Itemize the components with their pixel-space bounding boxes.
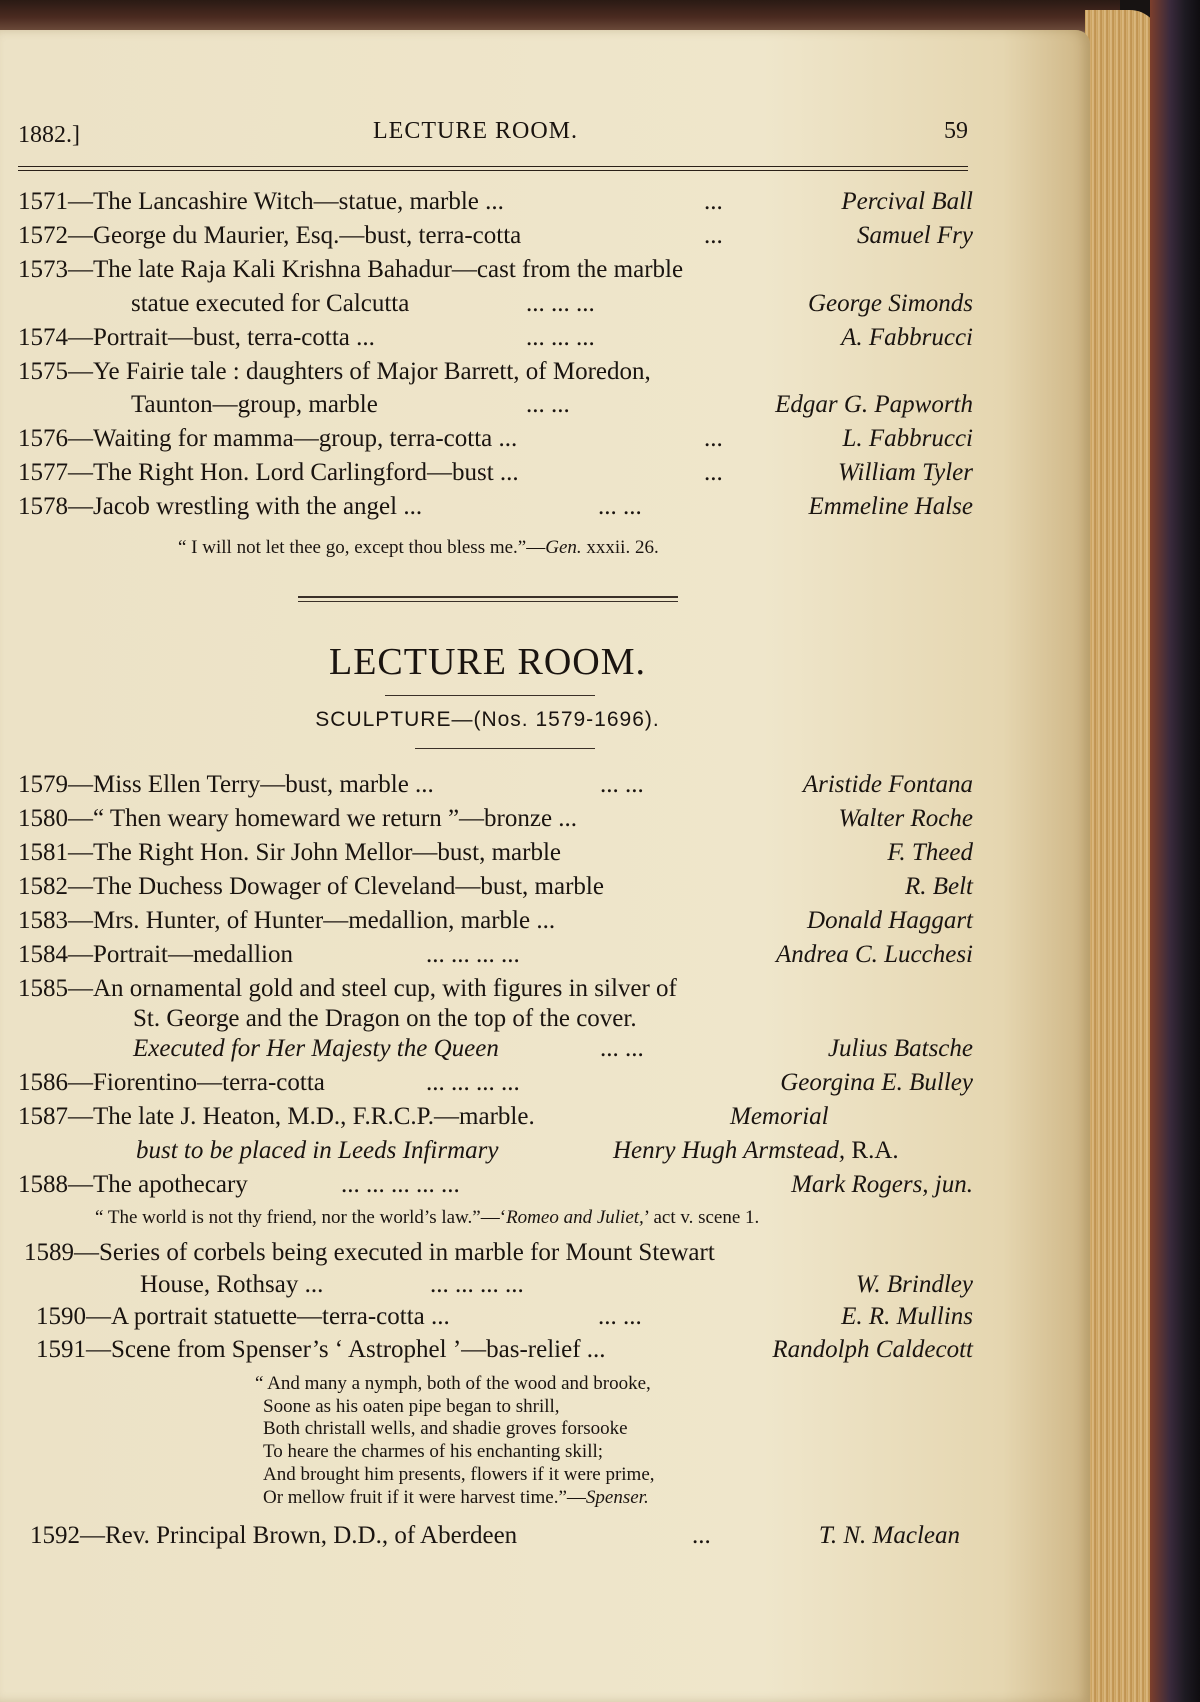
- entry-artist: Walter Roche: [838, 805, 973, 832]
- catalogue-entry: [18, 358, 973, 390]
- entry-italic-tail: Memorial: [730, 1103, 829, 1130]
- catalogue-entry: [18, 493, 973, 525]
- entry-continuation: Taunton—group, marble: [131, 391, 378, 418]
- catalogue-entry-continuation: [18, 290, 973, 322]
- running-head-year: 1882.]: [18, 122, 80, 148]
- entry-dots: ... ...: [598, 1303, 642, 1330]
- catalogue-entry: [18, 1336, 973, 1368]
- entry-artist: Julius Batsche: [827, 1035, 973, 1062]
- entry-artist: R. Belt: [904, 873, 973, 900]
- catalogue-entry: [18, 1103, 973, 1135]
- entry-dots: ... ... ... ... ...: [341, 1171, 460, 1198]
- quote-source: Romeo and Juliet,: [506, 1207, 644, 1228]
- marbled-cover: [1150, 0, 1200, 1702]
- entry-text: 1574—Portrait—bust, terra-cotta ...: [18, 324, 375, 351]
- poem-line: And brought him presents, flowers if it were prime,: [263, 1463, 655, 1485]
- entry-text: 1572—George du Maurier, Esq.—bust, terra-cotta: [18, 222, 522, 249]
- entry-dots: ... ... ... ...: [426, 941, 520, 968]
- quote-text: “ I will not let thee go, except thou bless me.”—: [178, 537, 546, 558]
- header-double-rule: [18, 166, 968, 171]
- quote-text: “ The world is not thy friend, nor the world’s law.”—‘: [95, 1207, 507, 1228]
- entry-artist: Samuel Fry: [857, 222, 973, 249]
- catalogue-entry: [18, 941, 973, 973]
- catalogue-entry: [18, 771, 973, 803]
- quote-ref: ’ act v. scene 1.: [643, 1207, 760, 1228]
- poem-line: Soone as his oaten pipe began to shrill,: [263, 1395, 560, 1417]
- poem-line: To heare the charmes of his enchanting skill;: [263, 1441, 604, 1463]
- page-fore-edge: [1085, 10, 1160, 1702]
- catalogue-entry: [18, 425, 973, 457]
- entry-artist: T. N. Maclean: [818, 1522, 960, 1549]
- poem-source: Spenser.: [585, 1486, 649, 1508]
- poem-line: “ And many a nymph, both of the wood and brooke,: [255, 1373, 651, 1394]
- entry-text: 1587—The late J. Heaton, M.D., F.R.C.P.—marble.: [18, 1103, 535, 1130]
- catalogue-entry-continuation: [18, 1137, 973, 1169]
- entry-text: 1582—The Duchess Dowager of Cleveland—bust, marble: [18, 873, 604, 900]
- catalogue-entry: [18, 805, 973, 837]
- catalogue-entry: [30, 1522, 960, 1554]
- entry-text: 1589—Series of corbels being executed in marble for Mount Stewart: [24, 1239, 715, 1266]
- entry-artist: Georgina E. Bulley: [780, 1069, 973, 1096]
- entry-artist: Emmeline Halse: [808, 493, 973, 520]
- entry-continuation: St. George and the Dragon on the top of the cover.: [133, 1005, 637, 1032]
- entry-text: 1571—The Lancashire Witch—statue, marble ...: [18, 188, 504, 215]
- quote-source: Gen.: [545, 537, 582, 558]
- entry-artist: Mark Rogers, jun.: [791, 1171, 973, 1198]
- entry-dots: ... ... ... ...: [430, 1271, 524, 1298]
- entry-artist: Percival Ball: [841, 188, 973, 215]
- entry-text: 1592—Rev. Principal Brown, D.D., of Aberdeen: [30, 1522, 518, 1549]
- entry-text: 1588—The apothecary: [18, 1171, 248, 1198]
- catalogue-entry: [18, 1239, 973, 1271]
- entry-text: 1583—Mrs. Hunter, of Hunter—medallion, marble ...: [18, 907, 556, 934]
- entry-quotation: [178, 537, 659, 559]
- entry-text: 1580—“ Then weary homeward we return ”—bronze ...: [18, 805, 578, 832]
- entry-artist: Donald Haggart: [807, 907, 973, 934]
- entry-continuation: House, Rothsay ...: [140, 1271, 324, 1298]
- entry-text: 1575—Ye Fairie tale : daughters of Major Barrett, of Moredon,: [18, 358, 651, 385]
- entry-continuation: statue executed for Calcutta: [131, 290, 410, 317]
- subtitle-rule: [415, 748, 595, 749]
- entry-artist: A. Fabbrucci: [841, 324, 973, 351]
- entry-dots: ... ...: [600, 1035, 644, 1062]
- entry-text: 1586—Fiorentino—terra-cotta: [18, 1069, 325, 1096]
- entry-dots: ...: [704, 188, 723, 215]
- quote-ref: xxxii. 26.: [581, 537, 659, 558]
- running-head-title: LECTURE ROOM.: [373, 118, 578, 144]
- catalogue-entry: [18, 324, 973, 356]
- catalogue-entry: [18, 1171, 973, 1203]
- running-head: [18, 118, 968, 158]
- entry-text: 1577—The Right Hon. Lord Carlingford—bust ...: [18, 459, 519, 486]
- catalogue-entry: [18, 907, 973, 939]
- entry-text: 1584—Portrait—medallion: [18, 941, 293, 968]
- section-title: LECTURE ROOM.: [329, 641, 646, 683]
- entry-text: 1590—A portrait statuette—terra-cotta ...: [36, 1303, 450, 1330]
- entry-dots: ... ...: [600, 771, 644, 798]
- section-divider: [298, 601, 678, 602]
- entry-dots: ... ... ... ...: [426, 1069, 520, 1096]
- entry-artist: E. R. Mullins: [841, 1303, 973, 1330]
- catalogue-entry: [18, 222, 973, 254]
- entry-dots: ... ...: [598, 493, 642, 520]
- entry-dots: ... ...: [526, 391, 570, 418]
- section-subtitle: SCULPTURE—(Nos. 1579-1696).: [315, 708, 660, 731]
- entry-continuation: bust to be placed in Leeds Infirmary: [136, 1137, 499, 1164]
- entry-text: 1579—Miss Ellen Terry—bust, marble ...: [18, 771, 434, 798]
- catalogue-entry: [18, 873, 973, 905]
- entry-text: 1578—Jacob wrestling with the angel ...: [18, 493, 423, 520]
- poem-line: Or mellow fruit if it were harvest time.”—: [263, 1486, 586, 1508]
- entry-artist: Andrea C. Lucchesi: [776, 941, 973, 968]
- catalogue-entry: [18, 459, 973, 491]
- poem-quotation: [255, 1373, 655, 1509]
- entry-artist: Edgar G. Papworth: [775, 391, 973, 418]
- entry-artist: William Tyler: [838, 459, 973, 486]
- catalogue-entry: [18, 839, 973, 871]
- entry-text: 1581—The Right Hon. Sir John Mellor—bust, marble: [18, 839, 562, 866]
- catalogue-entry: [18, 188, 973, 220]
- entry-artist-suffix: R.A.: [845, 1137, 899, 1164]
- entry-dots: ...: [704, 222, 723, 249]
- entry-dots: ... ... ...: [526, 324, 595, 351]
- entry-artist: Randolph Caldecott: [772, 1336, 973, 1363]
- entry-text: 1591—Scene from Spenser’s ‘ Astrophel ’—bas-relief ...: [36, 1336, 606, 1363]
- entry-text: 1573—The late Raja Kali Krishna Bahadur—cast from the marble: [18, 256, 684, 283]
- entry-text: 1585—An ornamental gold and steel cup, with figures in silver of: [18, 975, 677, 1002]
- entry-dots: ... ... ...: [526, 290, 595, 317]
- title-rule: [385, 695, 595, 696]
- entry-artist: F. Theed: [887, 839, 973, 866]
- entry-artist: Aristide Fontana: [802, 771, 973, 798]
- section-divider: [298, 596, 678, 598]
- entry-text: 1576—Waiting for mamma—group, terra-cotta ...: [18, 425, 518, 452]
- poem-line: Both christall wells, and shadie groves forsooke: [263, 1418, 628, 1440]
- entry-quotation: [95, 1207, 759, 1229]
- catalogue-entry-continuation: [18, 391, 973, 423]
- catalogue-entry-continuation: [18, 1271, 973, 1303]
- entry-continuation: Executed for Her Majesty the Queen: [133, 1035, 499, 1062]
- page-number: 59: [944, 118, 968, 144]
- catalogue-entry-continuation: [18, 1035, 973, 1067]
- entry-artist: W. Brindley: [855, 1271, 973, 1298]
- entry-dots: ...: [704, 459, 723, 486]
- entry-artist: L. Fabbrucci: [842, 425, 973, 452]
- catalogue-entry: [18, 256, 973, 288]
- entry-dots: ...: [704, 425, 723, 452]
- entry-dots: ...: [692, 1522, 711, 1549]
- catalogue-entry: [18, 1069, 973, 1101]
- catalogue-entry: [18, 975, 973, 1007]
- catalogue-entry: [18, 1303, 973, 1335]
- entry-artist: Henry Hugh Armstead,: [613, 1137, 846, 1164]
- entry-artist: George Simonds: [807, 290, 973, 317]
